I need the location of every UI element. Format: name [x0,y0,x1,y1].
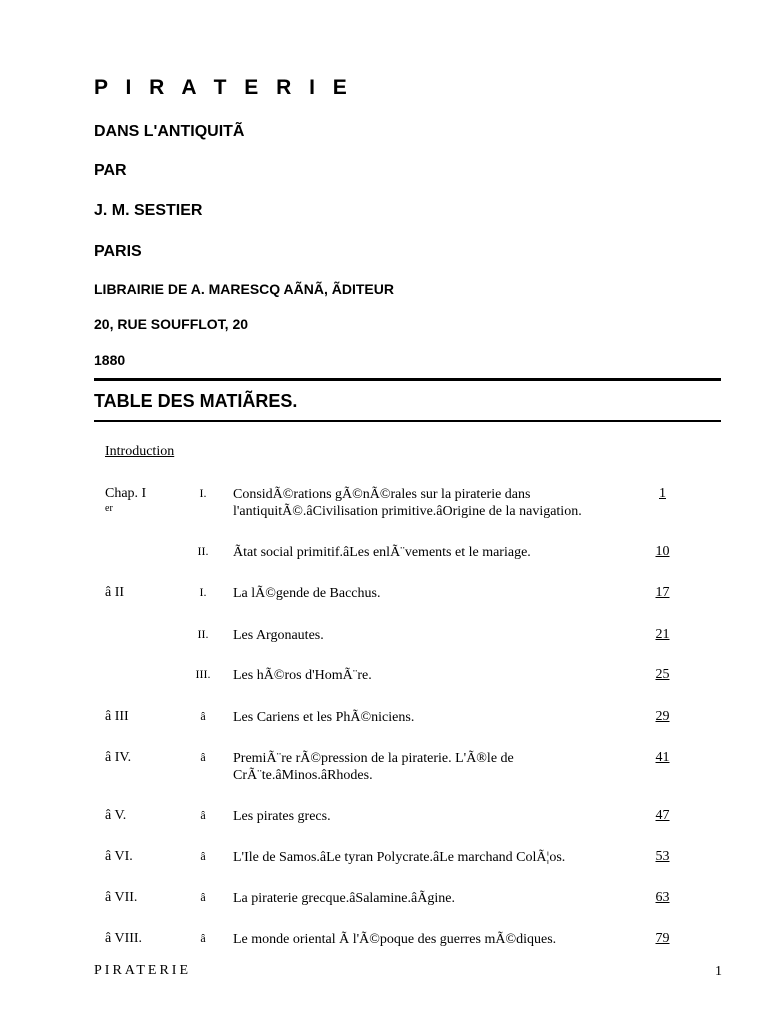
toc-page-link[interactable]: 41 [655,750,670,765]
toc-entry-title: Les hÃ©ros d'HomÃ¨re. [233,668,372,683]
toc-chapter-text: â II [105,585,125,600]
toc-entry-title: La piraterie grecque.âSalamine.âÃgine. [233,891,455,906]
running-title: PIRATERIE [94,963,191,978]
toc-chapter-label [105,709,129,726]
toc-entry-title: Les pirates grecs. [233,809,331,824]
toc-section-number: I. [199,585,207,599]
toc-page-link[interactable]: 79 [655,931,670,946]
toc-page-link[interactable]: 47 [655,808,670,823]
publication-city: PARIS [94,243,142,260]
toc-page-link[interactable]: 53 [655,849,670,864]
page-number: 1 [715,964,722,979]
toc-section-number: â [200,750,206,764]
toc-page-link[interactable]: 29 [655,709,670,724]
toc-section-number: II. [197,544,209,558]
toc-chapter-text: â IV. [105,750,132,765]
toc-chapter-text: â VII. [105,890,138,905]
toc-chapter-text: â VI. [105,849,133,864]
toc-entry-title: La lÃ©gende de Bacchus. [233,586,381,601]
toc-entry-title: Le monde oriental Ã l'Ã©poque des guerres mÃ©diques. [233,932,557,947]
toc-chapter-label [105,808,126,825]
toc-chapter-label [105,486,146,514]
toc-chapter-label [105,750,131,767]
toc-chapter-text: â VIII. [105,931,143,946]
toc-chapter-label [105,585,124,602]
toc-page-link[interactable]: 21 [655,627,670,642]
toc-section-number: â [200,849,206,863]
toc-section-number: III. [195,667,211,681]
toc-section-number: â [200,808,206,822]
toc-entry-title: PremiÃ¨re rÃ©pression de la piraterie. L'Ã®le de CrÃ¨te.âMinos.âRhodes. [233,751,514,783]
toc-page-link[interactable]: 63 [655,890,670,905]
toc-entry-title: Ãtat social primitif.âLes enlÃ¨vements et le mariage. [233,545,531,560]
toc-section-number: II. [197,627,209,641]
toc-heading: TABLE DES MATIÃRES. [94,391,298,411]
book-subtitle: DANS L'ANTIQUITÃ [94,123,245,140]
toc-entry-title: ConsidÃ©rations gÃ©nÃ©rales sur la piraterie dans l'antiquitÃ©.âCivilisation primitive.âOrigine de la navigation. [233,487,582,519]
toc-entry-title: Les Cariens et les PhÃ©niciens. [233,710,415,725]
publisher-name: LIBRAIRIE DE A. MARESCQ AÃNÃ, ÃDITEUR [94,281,394,297]
toc-chapter-text: â III [105,709,129,724]
publication-year: 1880 [94,352,126,368]
toc-section-number: I. [199,486,207,500]
toc-section-number: â [200,890,206,904]
by-line: PAR [94,162,127,179]
toc-entry-title: Les Argonautes. [233,628,324,643]
author-name: J. M. SESTIER [94,202,203,219]
toc-page-link[interactable]: 10 [655,544,670,559]
toc-page-link[interactable]: 25 [655,667,670,682]
book-title: P I R A T E R I E [94,76,353,99]
publisher-address: 20, RUE SOUFFLOT, 20 [94,316,249,332]
toc-entry-title: L'Ile de Samos.âLe tyran Polycrate.âLe marchand ColÃ¦os. [233,850,566,865]
toc-section-number: â [200,709,206,723]
toc-chapter-label [105,890,137,907]
toc-page-link[interactable]: 17 [655,585,670,600]
toc-chapter-label [105,931,142,948]
toc-introduction-link[interactable]: Introduction [105,444,175,459]
toc-chapter-text: Chap. I [105,486,147,501]
toc-section-number: â [200,931,206,945]
toc-chapter-text: â V. [105,808,127,823]
toc-chapter-label [105,849,133,866]
toc-page-link[interactable]: 1 [659,486,666,501]
toc-chapter-superscript: er [105,503,113,514]
